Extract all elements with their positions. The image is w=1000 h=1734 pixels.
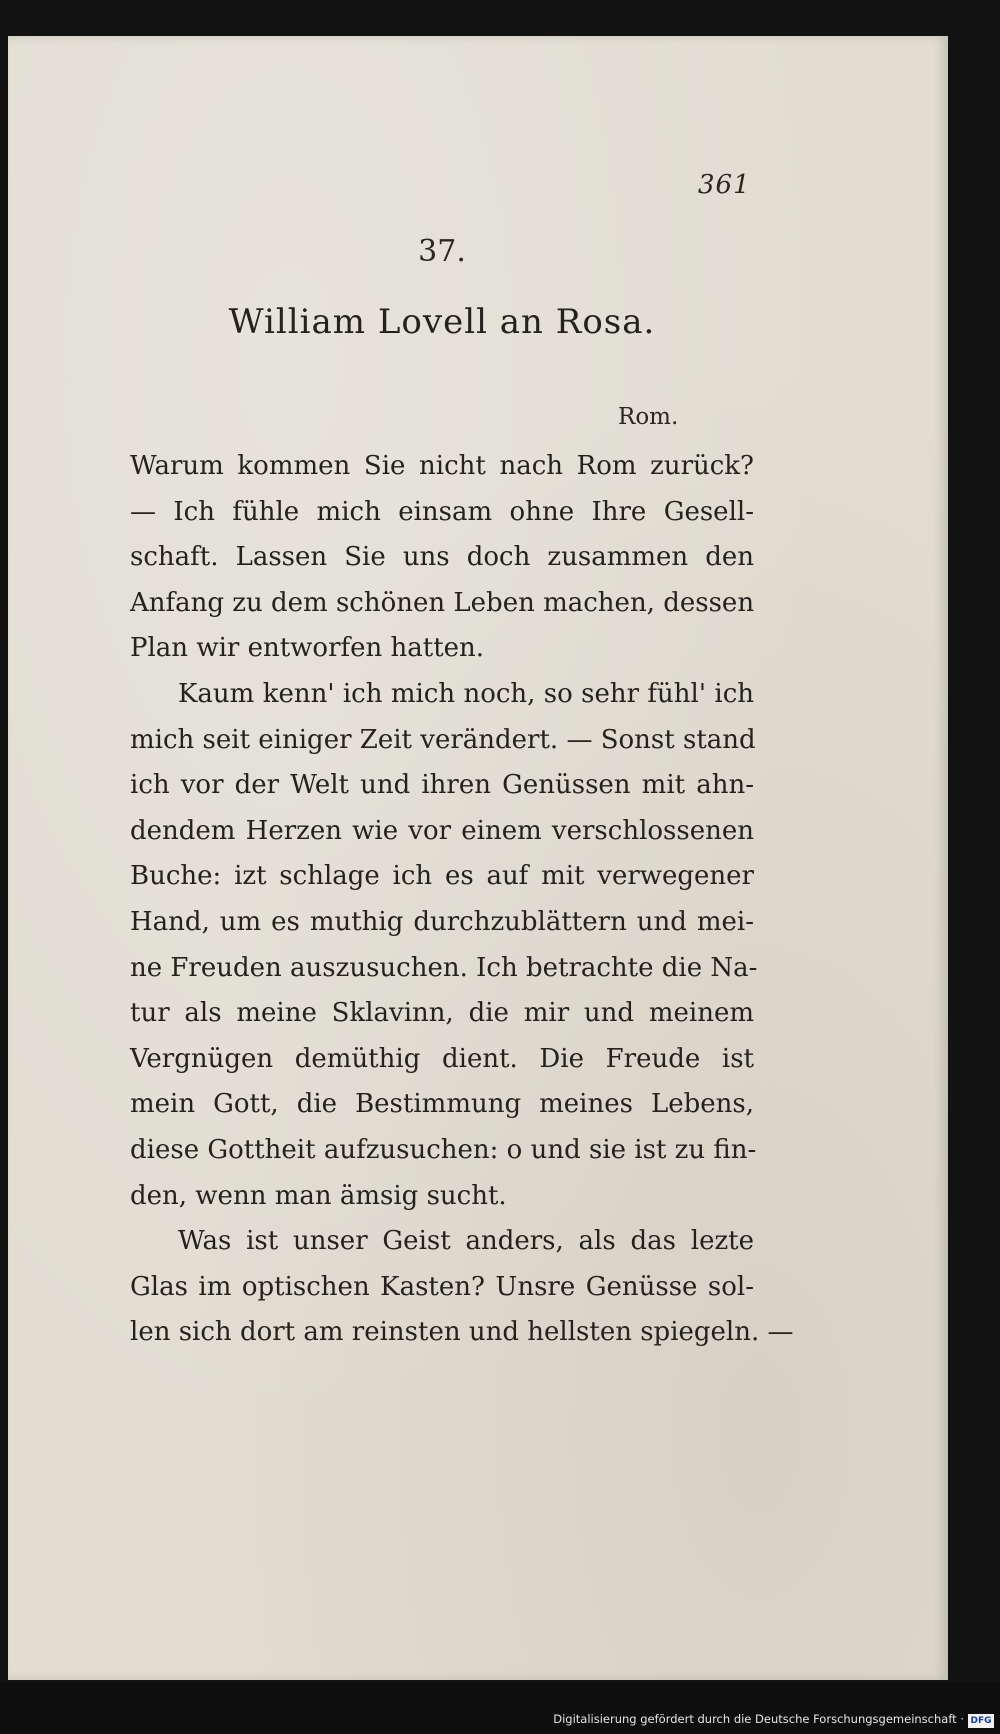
- text-line: tur als meine Sklavinn, die mir und meinem: [130, 998, 754, 1029]
- text-line: Anfang zu dem schönen Leben machen, dessen: [130, 587, 755, 618]
- letter-place: Rom.: [618, 404, 679, 430]
- text-line: Plan wir entworfen hatten.: [130, 633, 485, 664]
- text-line: diese Gottheit aufzusuchen: o und sie ist zu fin-: [130, 1134, 757, 1165]
- text-line: den, wenn man ämsig sucht.: [130, 1180, 507, 1211]
- dfg-logo: DFG: [968, 1714, 994, 1728]
- text-line: ne Freuden auszusuchen. Ich betrachte die Na-: [130, 952, 758, 983]
- letter-number: 37.: [418, 234, 466, 269]
- paragraph-3: [130, 1219, 794, 1356]
- text-line: Hand, um es muthig durchzublättern und mei-: [130, 906, 754, 937]
- paragraph-1: [130, 444, 754, 672]
- paragraph-2: [130, 672, 758, 1219]
- text-line: Kaum kenn' ich mich noch, so sehr fühl' ich: [178, 678, 754, 709]
- text-line: Glas im optischen Kasten? Unsre Genüsse sol-: [130, 1271, 754, 1302]
- text-line: mein Gott, die Bestimmung meines Lebens,: [130, 1089, 754, 1120]
- text-line: Buche: izt schlage ich es auf mit verwegener: [130, 861, 754, 892]
- text-line: ich vor der Welt und ihren Genüssen mit ahn-: [130, 770, 754, 801]
- text-line: schaft. Lassen Sie uns doch zusammen den: [130, 542, 754, 573]
- text-line: Warum kommen Sie nicht nach Rom zurück?: [130, 451, 754, 481]
- text-line: mich seit einiger Zeit verändert. — Sonst stand: [130, 724, 756, 755]
- footer-bar: [0, 1682, 1000, 1734]
- letter-title: William Lovell an Rosa.: [228, 302, 656, 342]
- page-number: 361: [698, 170, 751, 200]
- text-line: Vergnügen demüthig dient. Die Freude ist: [130, 1043, 754, 1074]
- book-page: [8, 36, 948, 1680]
- text-line: dendem Herzen wie vor einem verschlossenen: [130, 815, 754, 846]
- funding-credit: Digitalisierung gefördert durch die Deutsche Forschungsgemeinschaft ·: [553, 1712, 964, 1726]
- text-line: Was ist unser Geist anders, als das lezte: [178, 1226, 754, 1257]
- letter-body: [130, 444, 794, 1356]
- text-line: len sich dort am reinsten und hellsten spiegeln. —: [130, 1317, 794, 1348]
- text-line: — Ich fühle mich einsam ohne Ihre Gesell-: [130, 496, 754, 527]
